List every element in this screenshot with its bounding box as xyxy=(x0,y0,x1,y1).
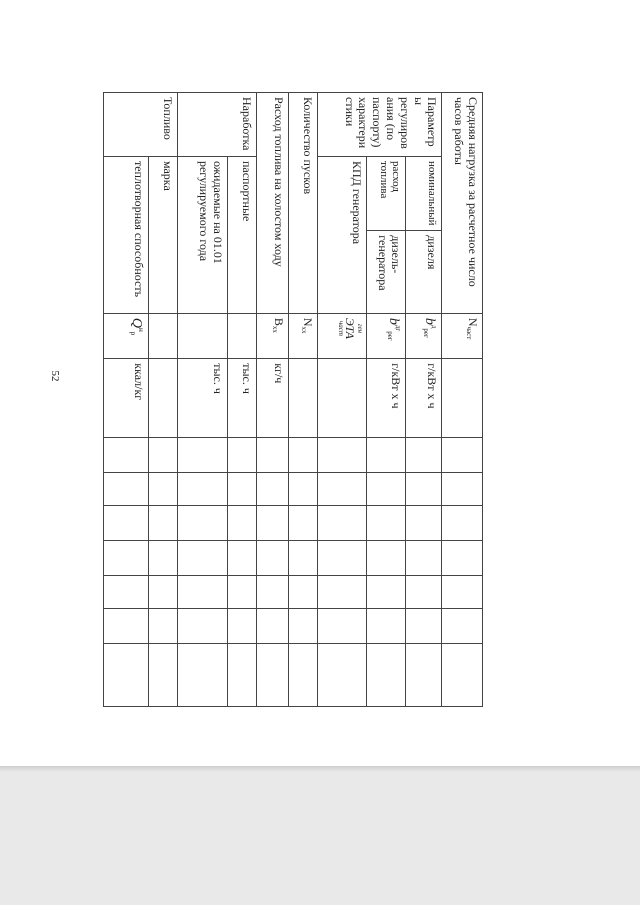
value-cell[interactable] xyxy=(104,437,149,472)
idle-fuel-unit: кг/ч xyxy=(257,359,289,437)
value-cell[interactable] xyxy=(288,472,317,505)
starts-label: Количество пусков xyxy=(288,93,317,314)
brand-unit xyxy=(149,359,178,437)
value-cell[interactable] xyxy=(317,505,367,540)
value-cell[interactable] xyxy=(104,643,149,706)
value-cell[interactable] xyxy=(227,437,256,472)
value-cell[interactable] xyxy=(178,437,228,472)
diesel-symbol: $b^д_{рег}$ xyxy=(406,313,442,358)
value-cell[interactable] xyxy=(442,608,483,643)
value-cell[interactable] xyxy=(317,472,367,505)
value-cell[interactable] xyxy=(317,643,367,706)
value-cell[interactable] xyxy=(149,575,178,608)
starts-unit xyxy=(288,359,317,437)
value-cell[interactable] xyxy=(367,505,406,540)
avg-load-symbol: $N_{част}$ xyxy=(442,313,483,358)
value-cell[interactable] xyxy=(317,575,367,608)
value-cell[interactable] xyxy=(227,540,256,575)
value-cell[interactable] xyxy=(178,643,228,706)
starts-symbol: $N_{хх}$ xyxy=(288,313,317,358)
value-cell[interactable] xyxy=(288,437,317,472)
value-cell[interactable] xyxy=(149,643,178,706)
nominal-label: номинальный xyxy=(406,156,442,230)
heat-symbol: $Q^н_р$ xyxy=(104,313,149,358)
avg-load-label: Средняя нагрузка за расчетное число часов работы xyxy=(442,93,483,314)
value-cell[interactable] xyxy=(406,608,442,643)
parameters-table xyxy=(103,92,483,707)
value-cell[interactable] xyxy=(367,643,406,706)
table-row xyxy=(257,93,289,707)
value-cell[interactable] xyxy=(317,608,367,643)
heat-unit: ккал/кг xyxy=(104,359,149,437)
value-cell[interactable] xyxy=(104,505,149,540)
page-number: 52 xyxy=(49,370,61,382)
value-cell[interactable] xyxy=(257,643,289,706)
value-cell[interactable] xyxy=(104,472,149,505)
value-cell[interactable] xyxy=(227,608,256,643)
value-cell[interactable] xyxy=(442,643,483,706)
value-cell[interactable] xyxy=(178,608,228,643)
value-cell[interactable] xyxy=(317,540,367,575)
value-cell[interactable] xyxy=(406,505,442,540)
value-cell[interactable] xyxy=(178,540,228,575)
dg-label: дизель-генератора xyxy=(367,231,406,314)
table-row xyxy=(227,93,256,707)
value-cell[interactable] xyxy=(104,608,149,643)
value-cell[interactable] xyxy=(178,505,228,540)
kpd-label: КПД генератора xyxy=(317,156,367,313)
value-cell[interactable] xyxy=(442,437,483,472)
brand-symbol xyxy=(149,313,178,358)
diesel-label: дизеля xyxy=(406,231,442,314)
value-cell[interactable] xyxy=(104,540,149,575)
kpd-symbol: ген ЭТА част xyxy=(317,313,367,358)
value-cell[interactable] xyxy=(227,472,256,505)
idle-fuel-symbol: $B_{хх}$ xyxy=(257,313,289,358)
value-cell[interactable] xyxy=(149,505,178,540)
table-row xyxy=(149,93,178,707)
value-cell[interactable] xyxy=(227,643,256,706)
value-cell[interactable] xyxy=(178,575,228,608)
value-cell[interactable] xyxy=(149,608,178,643)
value-cell[interactable] xyxy=(149,540,178,575)
value-cell[interactable] xyxy=(442,540,483,575)
value-cell[interactable] xyxy=(367,437,406,472)
expected-unit: тыс. ч xyxy=(178,359,228,437)
value-cell[interactable] xyxy=(442,505,483,540)
value-cell[interactable] xyxy=(257,505,289,540)
dg-symbol: $b^{дг}_{рег}$ xyxy=(367,313,406,358)
heat-label: теплотворная способность xyxy=(104,156,149,313)
value-cell[interactable] xyxy=(178,472,228,505)
value-cell[interactable] xyxy=(406,540,442,575)
value-cell[interactable] xyxy=(149,437,178,472)
value-cell[interactable] xyxy=(442,472,483,505)
passport-symbol xyxy=(227,313,256,358)
diesel-unit: г/кВт х ч xyxy=(406,359,442,437)
value-cell[interactable] xyxy=(257,472,289,505)
page-shadow xyxy=(0,766,640,772)
kpd-unit xyxy=(317,359,367,437)
value-cell[interactable] xyxy=(288,505,317,540)
value-cell[interactable] xyxy=(406,575,442,608)
value-cell[interactable] xyxy=(227,575,256,608)
rotated-table-wrapper xyxy=(103,92,483,707)
value-cell[interactable] xyxy=(406,437,442,472)
runtime-group-label: Наработка xyxy=(178,93,257,157)
expected-symbol xyxy=(178,313,228,358)
value-cell[interactable] xyxy=(257,575,289,608)
table-row xyxy=(406,93,442,707)
value-cell[interactable] xyxy=(367,608,406,643)
value-cell[interactable] xyxy=(149,472,178,505)
fuel-group-label: Топливо xyxy=(104,93,178,157)
table-row xyxy=(288,93,317,707)
value-cell[interactable] xyxy=(288,540,317,575)
table-row xyxy=(442,93,483,707)
fuel-consumption-label: расход топлива xyxy=(367,156,406,230)
table-row xyxy=(104,93,149,707)
dg-unit: г/кВт х ч xyxy=(367,359,406,437)
expected-label: ожидаемые на 01.01 регулируемого года xyxy=(178,156,228,313)
passport-label: паспортные xyxy=(227,156,256,313)
value-cell[interactable] xyxy=(442,575,483,608)
value-cell[interactable] xyxy=(288,575,317,608)
regulation-group-label: Параметры регулирования (по паспорту) характеристики xyxy=(317,93,442,157)
avg-load-unit xyxy=(442,359,483,437)
value-cell[interactable] xyxy=(367,472,406,505)
value-cell[interactable] xyxy=(367,575,406,608)
value-cell[interactable] xyxy=(288,643,317,706)
value-cell[interactable] xyxy=(406,472,442,505)
value-cell[interactable] xyxy=(288,608,317,643)
value-cell[interactable] xyxy=(257,540,289,575)
value-cell[interactable] xyxy=(257,437,289,472)
table-row xyxy=(178,93,228,707)
table-row xyxy=(367,93,406,707)
value-cell[interactable] xyxy=(367,540,406,575)
table-row xyxy=(317,93,367,707)
value-cell[interactable] xyxy=(317,437,367,472)
brand-label: марка xyxy=(149,156,178,313)
value-cell[interactable] xyxy=(406,643,442,706)
value-cell[interactable] xyxy=(257,608,289,643)
passport-unit: тыс. ч xyxy=(227,359,256,437)
idle-fuel-label: Расход топлива на холостом ходу xyxy=(257,93,289,314)
value-cell[interactable] xyxy=(104,575,149,608)
value-cell[interactable] xyxy=(227,505,256,540)
